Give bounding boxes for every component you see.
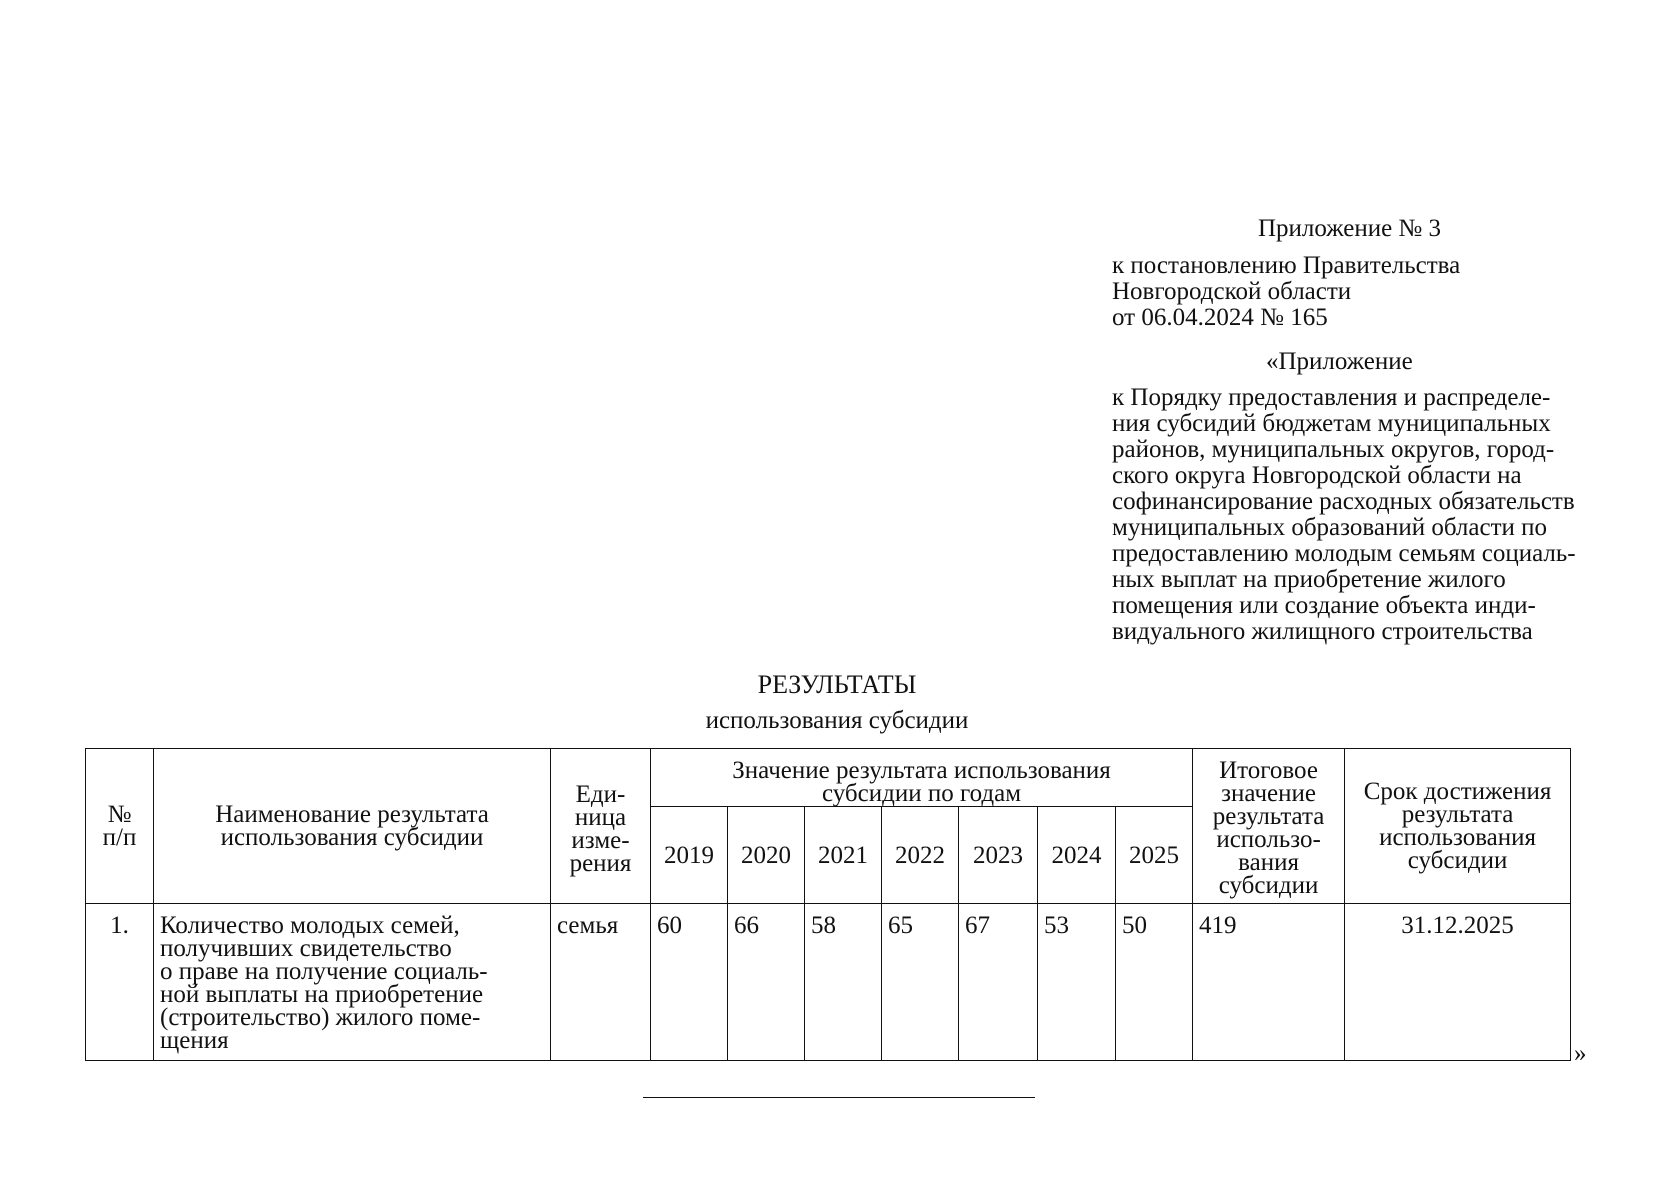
- appendix-inner-line: районов, муниципальных округов, город-: [1112, 436, 1555, 463]
- header-total-line: значение: [1221, 780, 1316, 807]
- header-year: 2020: [728, 807, 805, 904]
- appendix-inner-line: софинансирование расходных обязательств: [1112, 488, 1575, 515]
- row-num: 1.: [86, 904, 154, 1061]
- appendix-title: Приложение № 3: [1258, 215, 1442, 242]
- header-year: 2025: [1116, 807, 1193, 904]
- header-deadline-line: Срок достижения: [1363, 778, 1552, 805]
- header-name-line: Наименование результата: [215, 801, 489, 828]
- results-table: [85, 748, 1571, 1061]
- document-subheading: использования субсидии: [705, 707, 969, 734]
- appendix-inner-reference: [1112, 385, 1576, 645]
- row-name-line: получивших свидетельство: [160, 935, 452, 962]
- row-name-line: (строительство) жилого поме-: [160, 1004, 481, 1031]
- appendix-inner-line: муниципальных образований области по: [1112, 514, 1548, 541]
- header-year: 2021: [805, 807, 882, 904]
- row-name-line: ной выплаты на приобретение: [160, 981, 484, 1008]
- header-year: 2022: [882, 807, 959, 904]
- appendix-reference-line: к постановлению Правительства: [1112, 252, 1461, 279]
- row-value: 58: [805, 904, 882, 1061]
- header-deadline-line: субсидии: [1407, 847, 1508, 874]
- header-deadline: [1345, 749, 1571, 904]
- header-deadline-line: использования: [1379, 824, 1537, 851]
- header-unit-line: Еди-: [575, 781, 626, 808]
- header-total-line: вания: [1238, 849, 1299, 876]
- appendix-inner-line: предоставлению молодым семьям социаль-: [1112, 540, 1576, 567]
- appendix-inner-line: ского округа Новгородской области на: [1112, 462, 1522, 489]
- appendix-inner-line: помещения или создание объекта инди-: [1112, 592, 1536, 619]
- header-unit-line: ница: [574, 804, 627, 831]
- appendix-reference-line: Новгородской области: [1112, 278, 1352, 305]
- header-total-line: результата: [1212, 803, 1325, 830]
- document-heading: РЕЗУЛЬТАТЫ: [757, 670, 917, 699]
- header-unit: [551, 749, 651, 904]
- header-num-line: п/п: [102, 824, 137, 851]
- row-value: 67: [959, 904, 1038, 1061]
- appendix-inner-title: «Приложение: [1266, 348, 1413, 375]
- header-num-line: №: [107, 801, 132, 828]
- appendix-reference: [1112, 253, 1460, 331]
- header-row: [86, 749, 1571, 807]
- header-values-group: [651, 749, 1193, 807]
- row-value: 53: [1038, 904, 1116, 1061]
- header-total-line: использо-: [1216, 826, 1321, 853]
- header-values-line: субсидии по годам: [822, 780, 1022, 807]
- bottom-rule: [643, 1097, 1035, 1098]
- appendix-inner-line: к Порядку предоставления и распределе-: [1112, 384, 1551, 411]
- closing-quote: »: [1574, 1040, 1587, 1067]
- appendix-inner-line: ных выплат на приобретение жилого: [1112, 566, 1506, 593]
- header-unit-line: рения: [569, 850, 632, 877]
- header-unit-line: изме-: [571, 827, 630, 854]
- header-year: 2024: [1038, 807, 1116, 904]
- header-num: [86, 749, 154, 904]
- appendix-inner-line: видуального жилищного строительства: [1112, 618, 1533, 645]
- header-year: 2019: [651, 807, 728, 904]
- appendix-inner-line: ния субсидий бюджетам муниципальных: [1112, 410, 1551, 437]
- header-name-line: использования субсидии: [220, 824, 484, 851]
- row-total: 419: [1193, 904, 1345, 1061]
- row-unit: семья: [551, 904, 651, 1061]
- header-deadline-line: результата: [1401, 801, 1514, 828]
- header-name: [154, 749, 551, 904]
- header-values-line: Значение результата использования: [732, 757, 1111, 784]
- row-name: [154, 904, 551, 1061]
- row-value: 50: [1116, 904, 1193, 1061]
- row-name-line: Количество молодых семей,: [160, 912, 460, 939]
- row-name-line: о праве на получение социаль-: [160, 958, 488, 985]
- header-total-line: субсидии: [1218, 872, 1319, 899]
- header-total-line: Итоговое: [1219, 757, 1318, 784]
- table-row: [86, 904, 1571, 1061]
- header-year: 2023: [959, 807, 1038, 904]
- header-total: [1193, 749, 1345, 904]
- row-deadline: 31.12.2025: [1345, 904, 1571, 1061]
- appendix-reference-line: от 06.04.2024 № 165: [1112, 304, 1328, 331]
- row-value: 65: [882, 904, 959, 1061]
- row-name-line: щения: [160, 1027, 229, 1054]
- row-value: 60: [651, 904, 728, 1061]
- row-value: 66: [728, 904, 805, 1061]
